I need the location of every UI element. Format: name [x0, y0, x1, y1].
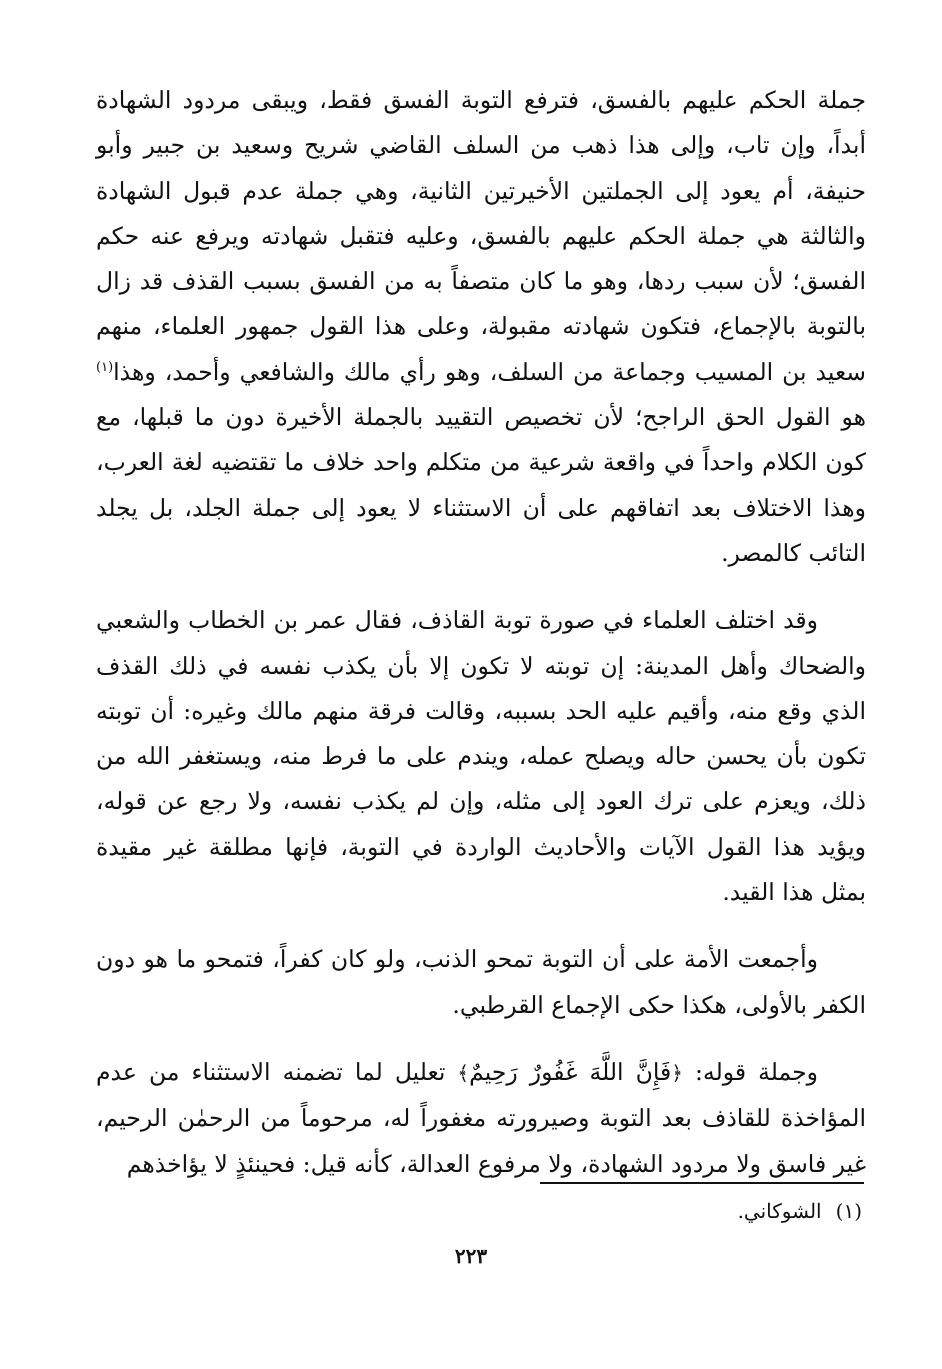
- quran-bracket-open: ﴿: [671, 1060, 683, 1085]
- paragraph-4-lead: وجملة قوله:: [683, 1057, 818, 1086]
- paragraph-4: [96, 1050, 866, 1187]
- page-number: ٢٢٣: [454, 1244, 488, 1268]
- paragraph-1-text: جملة الحكم عليهم بالفسق، فترفع التوبة الفسق فقط، ويبقى مردود الشهادة أبداً، وإن تاب، وإلى هذا ذهب من السلف القاضي شريح وسعيد بن جبير وأبو حنيفة، أم يعود إلى الجملتين الأخيرتين الثانية، وهي جملة عدم قبول الشهادة والثالثة هي جملة الحكم عليهم بالفسق، وعليه فتقبل شهادته ويرفع عنه حكم الفسق؛ لأن سبب ردها، وهو ما كان متصفاً به من الفسق بسبب القذف قد زال بالتوبة بالإجماع، فتكون شهادته مقبولة، وعلى هذا القول جمهور العلماء، منهم سعيد بن المسيب وجماعة من السلف، وهو رأي مالك والشافعي وأحمد، وهذا: [96, 86, 866, 386]
- footnote-reference: (١): [96, 359, 114, 375]
- footnote-divider: [540, 1182, 864, 1184]
- paragraph-2: وقد اختلف العلماء في صورة توبة القاذف، فقال عمر بن الخطاب والشعبي والضحاك وأهل المدينة: إن توبته لا تكون إلا بأن يكذب نفسه في ذلك القذف الذي وقع منه، وأقيم عليه الحد بسببه، وقالت فرقة منهم مالك وغيره: أن توبته تكون بأن يحسن حاله ويصلح عمله، ويندم على ما فرط منه، ويستغفر الله من ذلك، ويعزم على ترك العود إلى مثله، وإن لم يكذب نفسه، ولا رجع عن قوله، ويؤيد هذا القول الآيات والأحاديث الواردة في التوبة، فإنها مطلقة غير مقيدة بمثل هذا القيد.: [96, 606, 866, 907]
- quran-bracket-close: ﴾: [457, 1060, 470, 1085]
- paragraph-1: [96, 78, 866, 576]
- footnote: [738, 1196, 862, 1226]
- footnote-number: (١): [835, 1199, 862, 1223]
- paragraph-4-text: تعليل لما تضمنه الاستثناء من عدم المؤاخذة للقاذف بعد التوبة وصيرورته مغفوراً له، مرحوماً من الرحمٰن الرحيم، غير فاسق ولا مردود الشهادة، ولا مرفوع العدالة، كأنه قيل: فحينئذٍ لا يؤاخذهم: [96, 1057, 866, 1178]
- paragraph-3: وأجمعت الأمة على أن التوبة تمحو الذنب، ولو كان كفراً، فتمحو ما هو دون الكفر بالأولى، هكذا حكى الإجماع القرطبي.: [96, 945, 866, 1019]
- page-body: [96, 78, 866, 1187]
- quran-verse: فَإِنَّ اللَّهَ غَفُورٌ رَحِيمٌ: [469, 1057, 672, 1086]
- footnote-text: الشوكاني.: [737, 1199, 822, 1223]
- paragraph-1-text-cont: هو القول الحق الراجح؛ لأن تخصيص التقييد بالجملة الأخيرة دون ما قبلها، مع كون الكلام واحداً في واقعة شرعية من متكلم واحد خلاف ما تقتضيه لغة العرب، وهذا الاختلاف بعد اتفاقهم على أن الاستثناء لا يعود إلى جملة الجلد، بل يجلد التائب كالمصر.: [96, 403, 866, 567]
